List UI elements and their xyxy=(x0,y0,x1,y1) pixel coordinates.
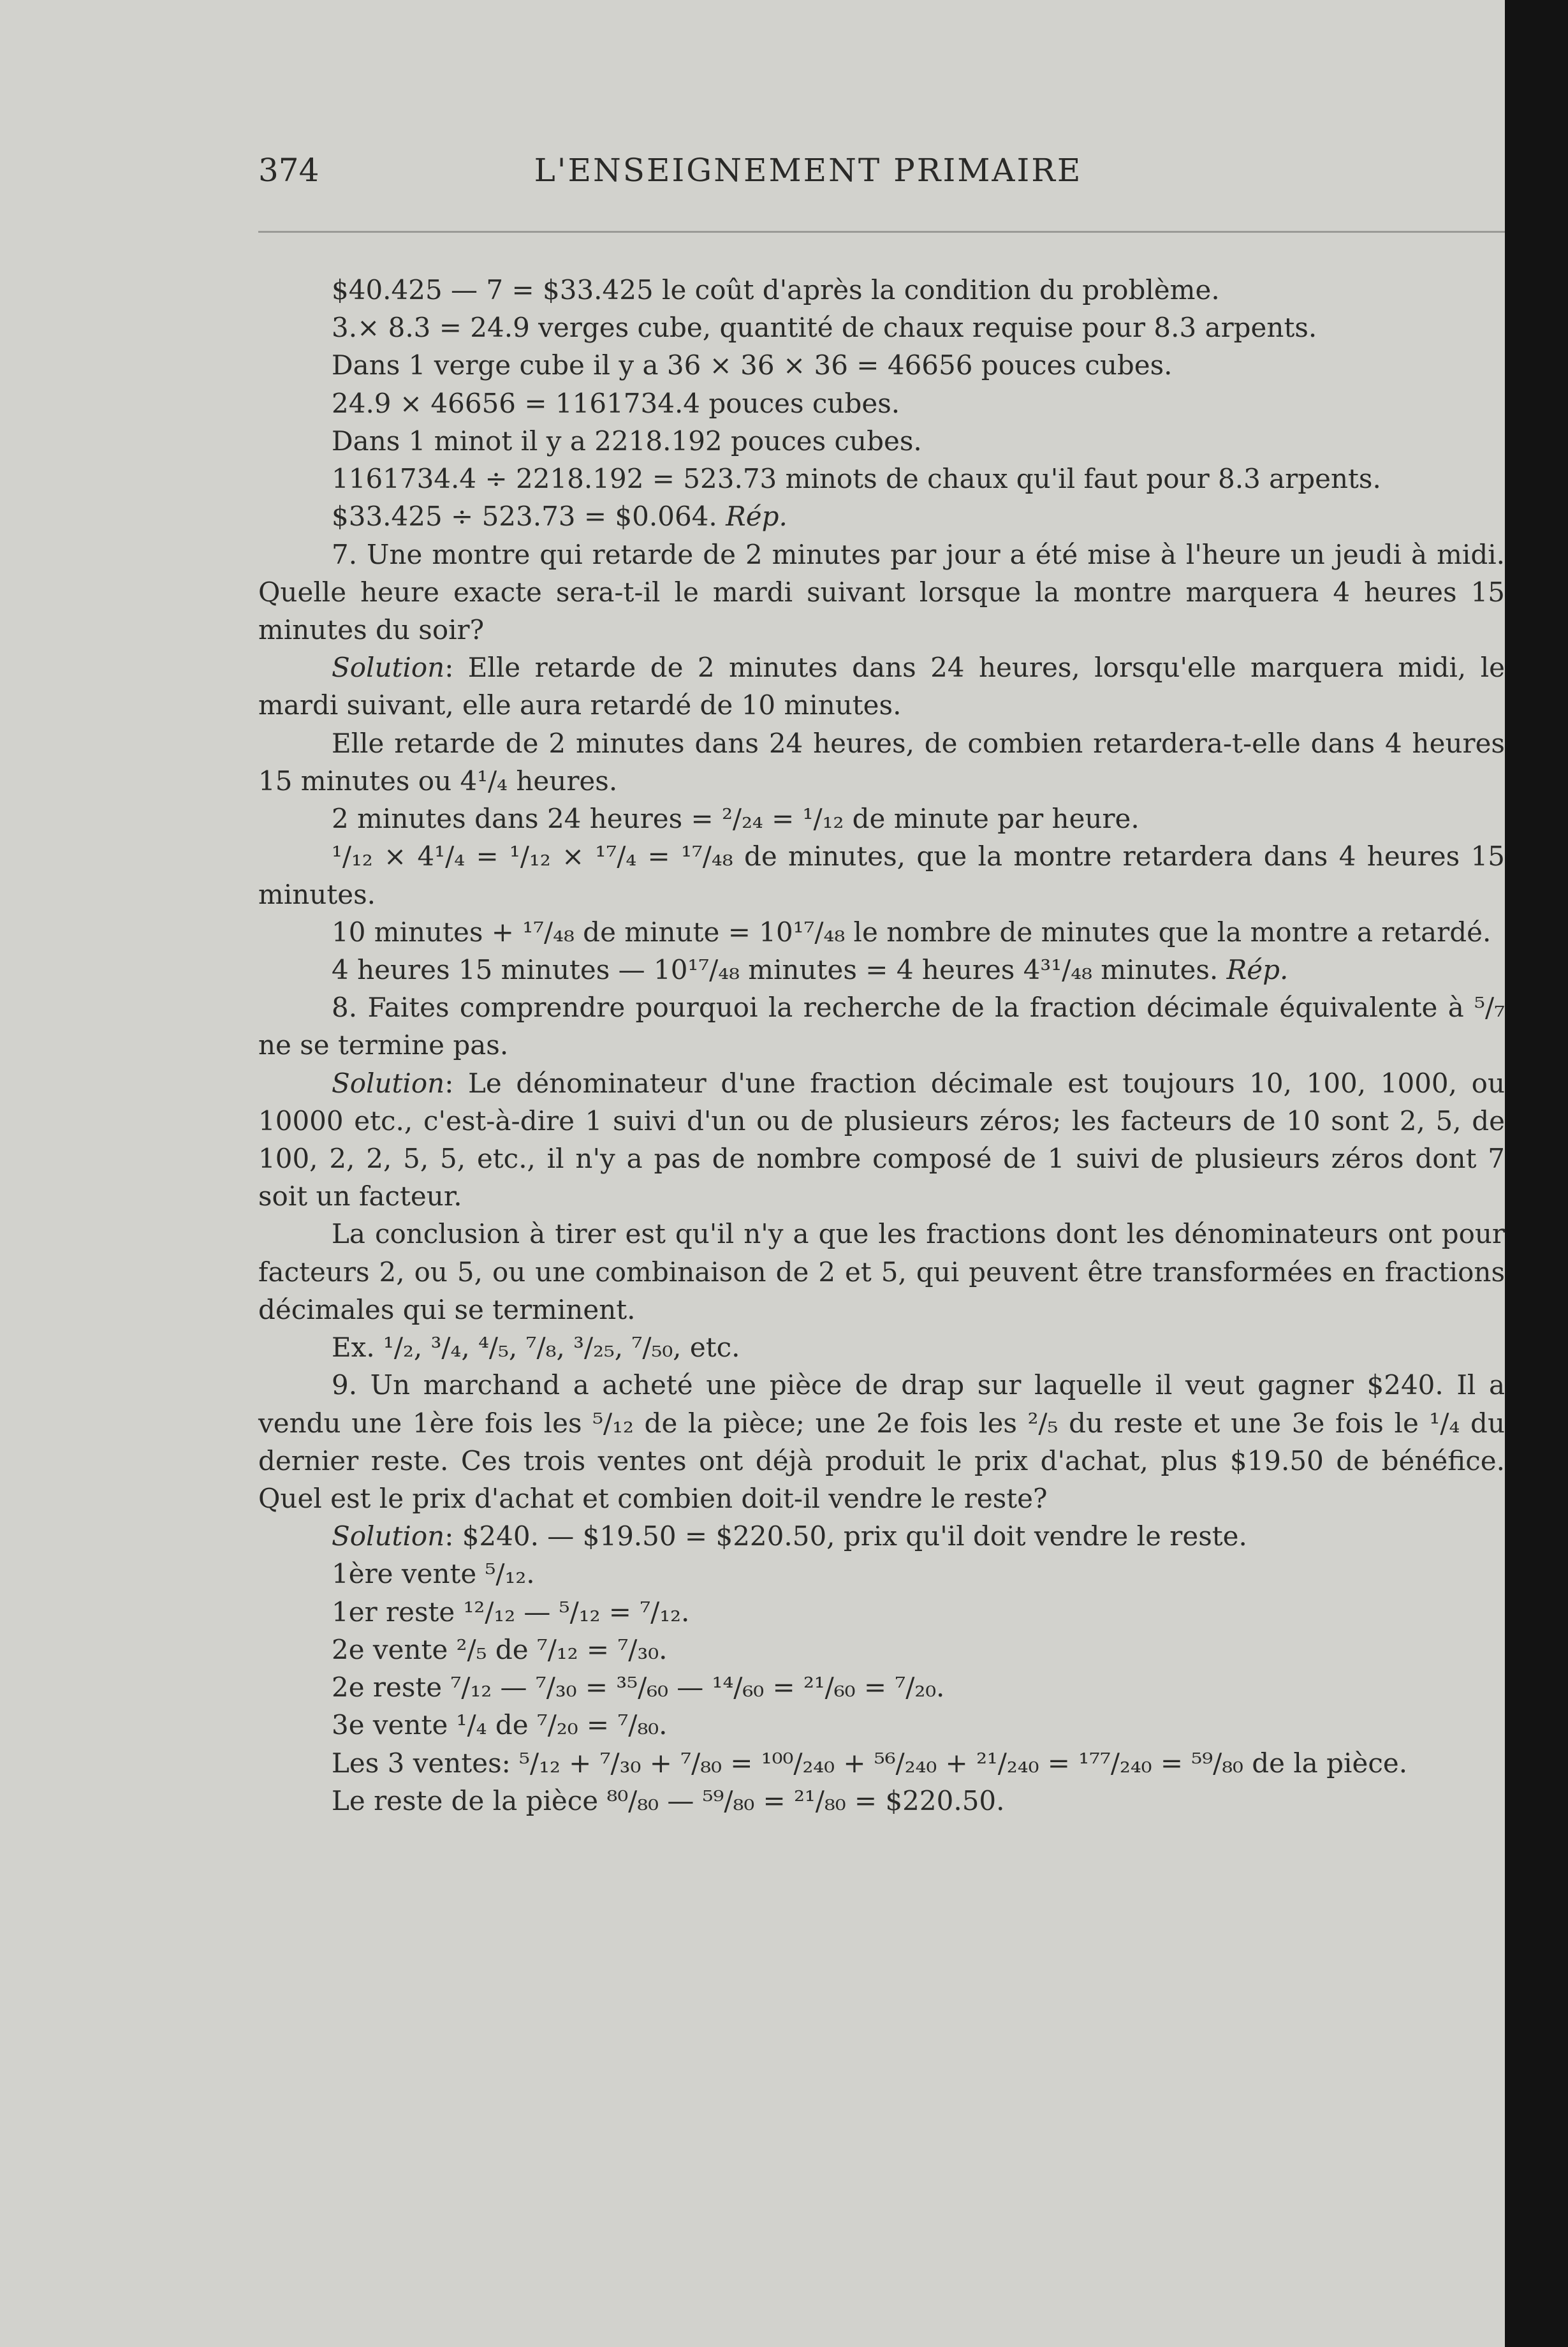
text-line: Dans 1 minot il y a 2218.192 pouces cubes. xyxy=(332,425,922,457)
solution-paragraph: Solution: Le dénominateur d'une fraction décimale est toujours 10, 100, 1000, ou 10000 etc., c'est-à-dire 1 suivi d'un ou de plusieurs zéros; les facteurs de 10 sont 2, 5, de 100, 2, 2, 5, 5, etc., il n'y a pas de nombre composé de 1 suivi de plusieurs zéros dont 7 soit un facteur. xyxy=(258,1067,1505,1212)
solution-paragraph: Solution: Elle retarde de 2 minutes dans 24 heures, lorsqu'elle marquera midi, le mardi suivant, elle aura retardé de 10 minutes. xyxy=(258,652,1505,721)
problem-7: 7. Une montre qui retarde de 2 minutes par jour a été mise à l'heure un jeudi à midi. Quelle heure exacte sera-t-il le mardi suivant lorsque la montre marquera 4 heures 15 minutes du soir? xyxy=(258,538,1505,645)
step-line: Les 3 ventes: ⁵/₁₂ + ⁷/₃₀ + ⁷/₈₀ = ¹⁰⁰/₂₄₀ + ⁵⁶/₂₄₀ + ²¹/₂₄₀ = ¹⁷⁷/₂₄₀ = ⁵⁹/₈₀ de la pièce. xyxy=(332,1747,1408,1779)
answer-line: 4 heures 15 minutes — 10¹⁷/₄₈ minutes = 4 heures 4³¹/₄₈ minutes. Rép. xyxy=(332,953,1289,985)
answer-line: $33.425 ÷ 523.73 = $0.064. Rép. xyxy=(332,501,788,533)
text-line: 24.9 × 46656 = 1161734.4 pouces cubes. xyxy=(332,387,900,419)
text-paragraph: Elle retarde de 2 minutes dans 24 heures, de combien retardera-t-elle dans 4 heures 15 minutes ou 4¹/₄ heures. xyxy=(258,727,1505,797)
solution-paragraph: Solution: $240. — $19.50 = $220.50, prix qu'il doit vendre le reste. xyxy=(332,1520,1247,1552)
step-line: 3e vente ¹/₄ de ⁷/₂₀ = ⁷/₈₀. xyxy=(332,1709,668,1741)
example-line: Ex. ¹/₂, ³/₄, ⁴/₅, ⁷/₈, ³/₂₅, ⁷/₅₀, etc. xyxy=(332,1332,740,1364)
problem-9: 9. Un marchand a acheté une pièce de drap sur laquelle il veut gagner $240. Il a vendu une 1ère fois les ⁵/₁₂ de la pièce; une 2e fois les ²/₅ du reste et une 3e fois le ¹/₄ du dernier reste. Ces trois ventes ont déjà produit le prix d'achat, plus $19.50 de bénéfice. Quel est le prix d'achat et combien doit-il vendre le reste? xyxy=(258,1369,1505,1514)
page-edge-shadow xyxy=(1505,0,1568,2347)
text-line: 1161734.4 ÷ 2218.192 = 523.73 minots de chaux qu'il faut pour 8.3 arpents. xyxy=(332,463,1381,495)
result-line: Le reste de la pièce ⁸⁰/₈₀ — ⁵⁹/₈₀ = ²¹/₈₀ = $220.50. xyxy=(332,1784,1005,1816)
text-paragraph: 10 minutes + ¹⁷/₄₈ de minute = 10¹⁷/₄₈ le nombre de minutes que la montre a retardé. xyxy=(332,916,1491,948)
page-header xyxy=(258,152,1358,203)
text-line: $40.425 — 7 = $33.425 le coût d'après la condition du problème. xyxy=(332,274,1220,305)
text-paragraph: ¹/₁₂ × 4¹/₄ = ¹/₁₂ × ¹⁷/₄ = ¹⁷/₄₈ de minutes, que la montre retardera dans 4 heures 15 minutes. xyxy=(258,841,1505,910)
text-line: 3.× 8.3 = 24.9 verges cube, quantité de chaux requise pour 8.3 arpents. xyxy=(332,312,1317,344)
text-line: Dans 1 verge cube il y a 36 × 36 × 36 = 46656 pouces cubes. xyxy=(332,349,1173,381)
page-body xyxy=(258,271,1505,1820)
step-line: 1er reste ¹²/₁₂ — ⁵/₁₂ = ⁷/₁₂. xyxy=(332,1596,690,1628)
step-line: 1ère vente ⁵/₁₂. xyxy=(332,1558,535,1590)
problem-8: 8. Faites comprendre pourquoi la recherche de la fraction décimale équivalente à ⁵/₇ ne se termine pas. xyxy=(258,992,1505,1061)
text-line: 2 minutes dans 24 heures = ²/₂₄ = ¹/₁₂ de minute par heure. xyxy=(332,803,1139,835)
text-paragraph: La conclusion à tirer est qu'il n'y a que les fractions dont les dénominateurs ont pour facteurs 2, ou 5, ou une combinaison de 2 et 5, qui peuvent être transformées en fractions décimales qui se terminent. xyxy=(258,1218,1505,1325)
step-line: 2e reste ⁷/₁₂ — ⁷/₃₀ = ³⁵/₆₀ — ¹⁴/₆₀ = ²¹/₆₀ = ⁷/₂₀. xyxy=(332,1672,945,1703)
step-line: 2e vente ²/₅ de ⁷/₁₂ = ⁷/₃₀. xyxy=(332,1633,668,1665)
running-title: L'ENSEIGNEMENT PRIMAIRE xyxy=(534,152,1083,189)
header-rule xyxy=(258,231,1505,233)
page-number: 374 xyxy=(258,152,319,189)
